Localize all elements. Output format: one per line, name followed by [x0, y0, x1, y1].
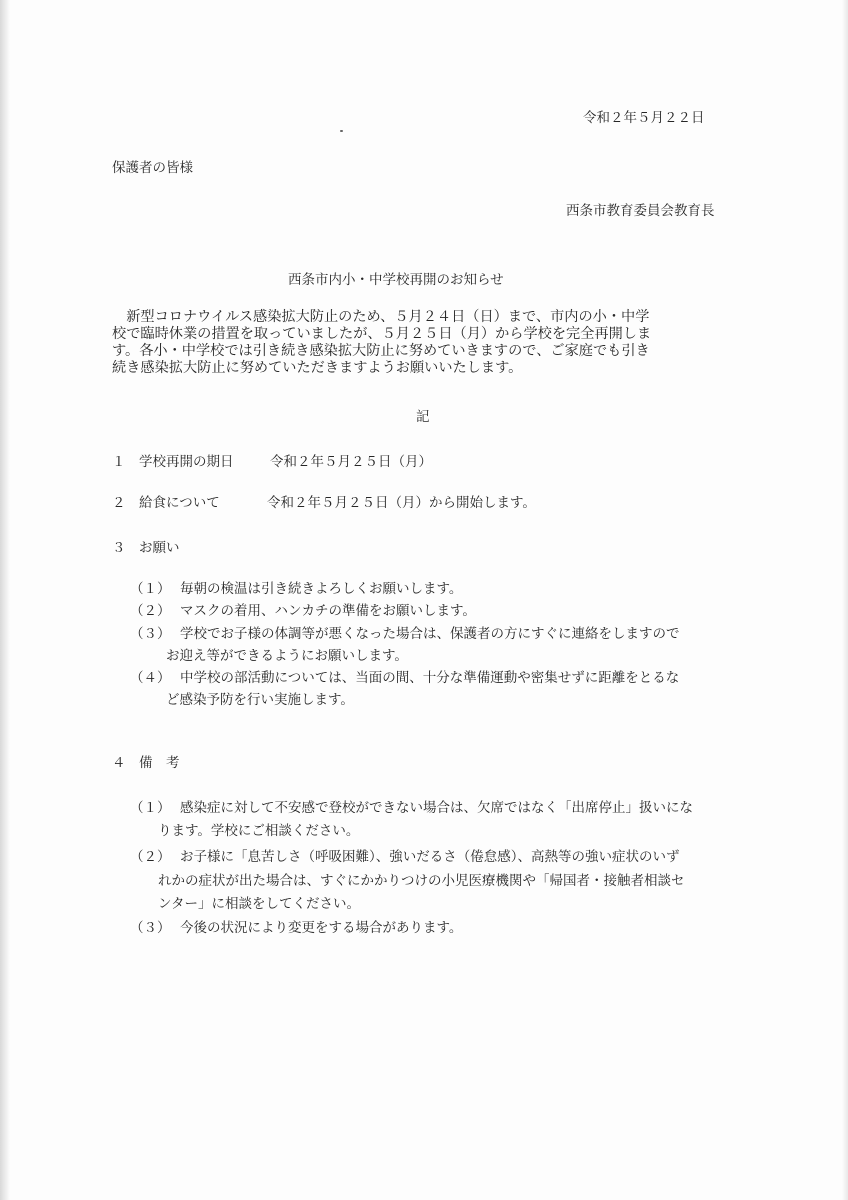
salutation: 保護者の皆様 — [112, 160, 193, 176]
body-line: 校で臨時休業の措置を取っていましたが、５月２５日（月）から学校を完全再開しま — [112, 326, 652, 342]
request-item-2-number: （２） — [130, 603, 171, 619]
remarks-item-3-line-1: 今後の状況により変更をする場合があります。 — [180, 920, 463, 936]
request-item-3-line-2: お迎え等ができるようにお願いします。 — [166, 648, 408, 664]
remarks-item-1-line-1: 感染症に対して不安感で登校ができない場合は、欠席ではなく「出席停止」扱いにな — [180, 800, 693, 816]
section-1-number: １ — [112, 454, 126, 470]
remarks-item-1-number: （１） — [130, 800, 171, 816]
section-2-value: 令和２年５月２５日（月）から開始します。 — [267, 495, 536, 511]
request-item-2-line-1: マスクの着用、ハンカチの準備をお願いします。 — [180, 603, 476, 619]
scan-speck — [340, 130, 343, 132]
body-line: 続き感染拡大防止に努めていただきますようお願いいたします。 — [112, 360, 523, 376]
remarks-item-3-number: （３） — [130, 920, 171, 936]
request-item-4-line-2: ど感染予防を行い実施します。 — [166, 692, 354, 708]
request-item-3-line-1: 学校でお子様の体調等が悪くなった場合は、保護者の方にすぐに連絡をしますので — [180, 626, 680, 642]
body-paragraph — [112, 309, 752, 377]
body-line: す。各小・中学校では引き続き感染拡大防止に努めていきますので、ご家庭でも引き — [112, 343, 650, 359]
section-4-label: 備 考 — [139, 755, 180, 771]
remarks-item-1-line-2: ります。学校にご相談ください。 — [158, 823, 360, 839]
section-2-number: ２ — [112, 495, 126, 511]
request-item-3-number: （３） — [130, 626, 171, 642]
remarks-item-2-line-2: れかの症状が出た場合は、すぐにかかりつけの小児医療機関や「帰国者・接触者相談セ — [158, 873, 685, 889]
section-4-number: ４ — [112, 755, 126, 771]
remarks-item-2-number: （２） — [130, 849, 171, 865]
section-3-label: お願い — [139, 540, 180, 556]
section-1-label: 学校再開の期日 — [139, 454, 234, 470]
scan-shadow-left — [0, 0, 10, 1200]
request-item-4-line-1: 中学校の部活動については、当面の間、十分な準備運動や密集せずに距離をとるな — [180, 670, 680, 686]
request-item-1-line-1: 毎朝の検温は引き続きよろしくお願いします。 — [180, 581, 463, 597]
section-2-label: 給食について — [139, 495, 220, 511]
remarks-item-2-line-3: ンター」に相談をしてください。 — [158, 896, 360, 912]
scan-shadow-right — [842, 0, 848, 1200]
request-item-4-number: （４） — [130, 670, 171, 686]
sender-name: 西条市教育委員会教育長 — [566, 203, 715, 219]
document-date: 令和２年５月２２日 — [583, 110, 705, 126]
request-item-1-number: （１） — [130, 581, 171, 597]
section-1-value: 令和２年５月２５日（月） — [270, 454, 432, 470]
remarks-item-2-line-1: お子様に「息苦しさ（呼吸困難）、強いだるさ（倦怠感）、高熱等の強い症状のいず — [180, 849, 680, 865]
body-line: 新型コロナウイルス感染拡大防止のため、５月２４日（日）まで、市内の小・中学 — [112, 309, 650, 325]
ki-heading: 記 — [416, 409, 430, 425]
document-title: 西条市内小・中学校再開のお知らせ — [288, 272, 504, 288]
section-3-number: ３ — [112, 540, 126, 556]
